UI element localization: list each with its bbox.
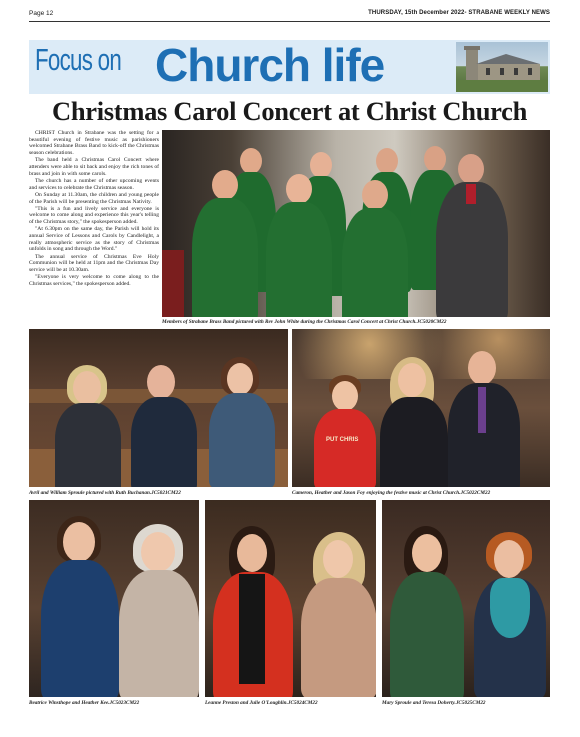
article-paragraph: On Sunday at 11.30am, the children and young people of the Parish will be presenting the Christmas Nativity. xyxy=(29,191,159,205)
page-number: Page 12 xyxy=(29,10,54,17)
headline: Christmas Carol Concert at Christ Church xyxy=(51,96,528,126)
sweater-text: PUT CHRIS xyxy=(326,437,359,443)
article-paragraph: CHRIST Church in Strabane was the setting for a beautiful evening of festive music as parishioners welcomed Strabane Brass Band to kick-off the Christmas season celebrations. xyxy=(29,130,159,157)
banner-section-title: Church life xyxy=(155,40,385,91)
article-paragraph: "This is a fun and lively service and everyone is welcome to come along and experience this year's telling of the Christmas story," the spokesperson added. xyxy=(29,205,159,226)
article-paragraph: "Everyone is very welcome to come along to the Christmas services," the spokesperson added. xyxy=(29,274,159,287)
article-paragraph: The church has a number of other upcoming events and services to celebrate the Christmas season. xyxy=(29,177,159,191)
article-body xyxy=(29,130,159,288)
preston-caption: Leanne Preston and Julie O'Loughlin.JC5024CM22 xyxy=(205,700,318,706)
foy-caption: Cameron, Heather and Jason Foy enjoying the festive music at Christ Church.JC5022CM22 xyxy=(292,490,491,496)
foy-photo xyxy=(292,329,550,487)
brass-band-caption: Members of Strabane Brass Band pictured with Rev John White during the Christmas Carol Concert at Christ Church.JC5020CM22 xyxy=(162,319,447,325)
church-building-icon xyxy=(456,42,548,92)
sproule-caption: Avril and William Sproule pictured with Ruth Buchanan.JC5021CM22 xyxy=(29,490,181,496)
brass-band-photo xyxy=(162,130,550,317)
header-rule xyxy=(29,21,550,22)
sproule-photo xyxy=(29,329,288,487)
dateline: THURSDAY, 15th December 2022- STRABANE WEEKLY NEWS xyxy=(368,10,550,16)
preston-photo xyxy=(205,500,376,697)
winsthope-photo xyxy=(29,500,199,697)
doherty-photo xyxy=(382,500,550,697)
church-photo xyxy=(456,42,548,92)
article-paragraph: The annual service of Christmas Eve Holy Communion will be held at 11pm and the Christmas Day service will be at 10.30am. xyxy=(29,253,159,274)
section-banner xyxy=(29,40,550,94)
banner-focus-label: Focus on xyxy=(35,42,122,77)
doherty-caption: Mary Sproule and Teresa Doherty.JC5025CM22 xyxy=(382,700,486,706)
winsthope-caption: Beatrice Winsthope and Heather Kee.JC5023CM22 xyxy=(29,700,140,706)
article-paragraph: "At 6.30pm on the same day, the Parish will hold its annual Service of Lessons and Carols by Candlelight, a really atmospheric service as the story of Christmas unfolds in song and through the Word." xyxy=(29,226,159,253)
article-paragraph: The band held a Christmas Carol Concert where attenders were able to sit back and enjoy the rich tones of brass and join in with some carols. xyxy=(29,157,159,177)
